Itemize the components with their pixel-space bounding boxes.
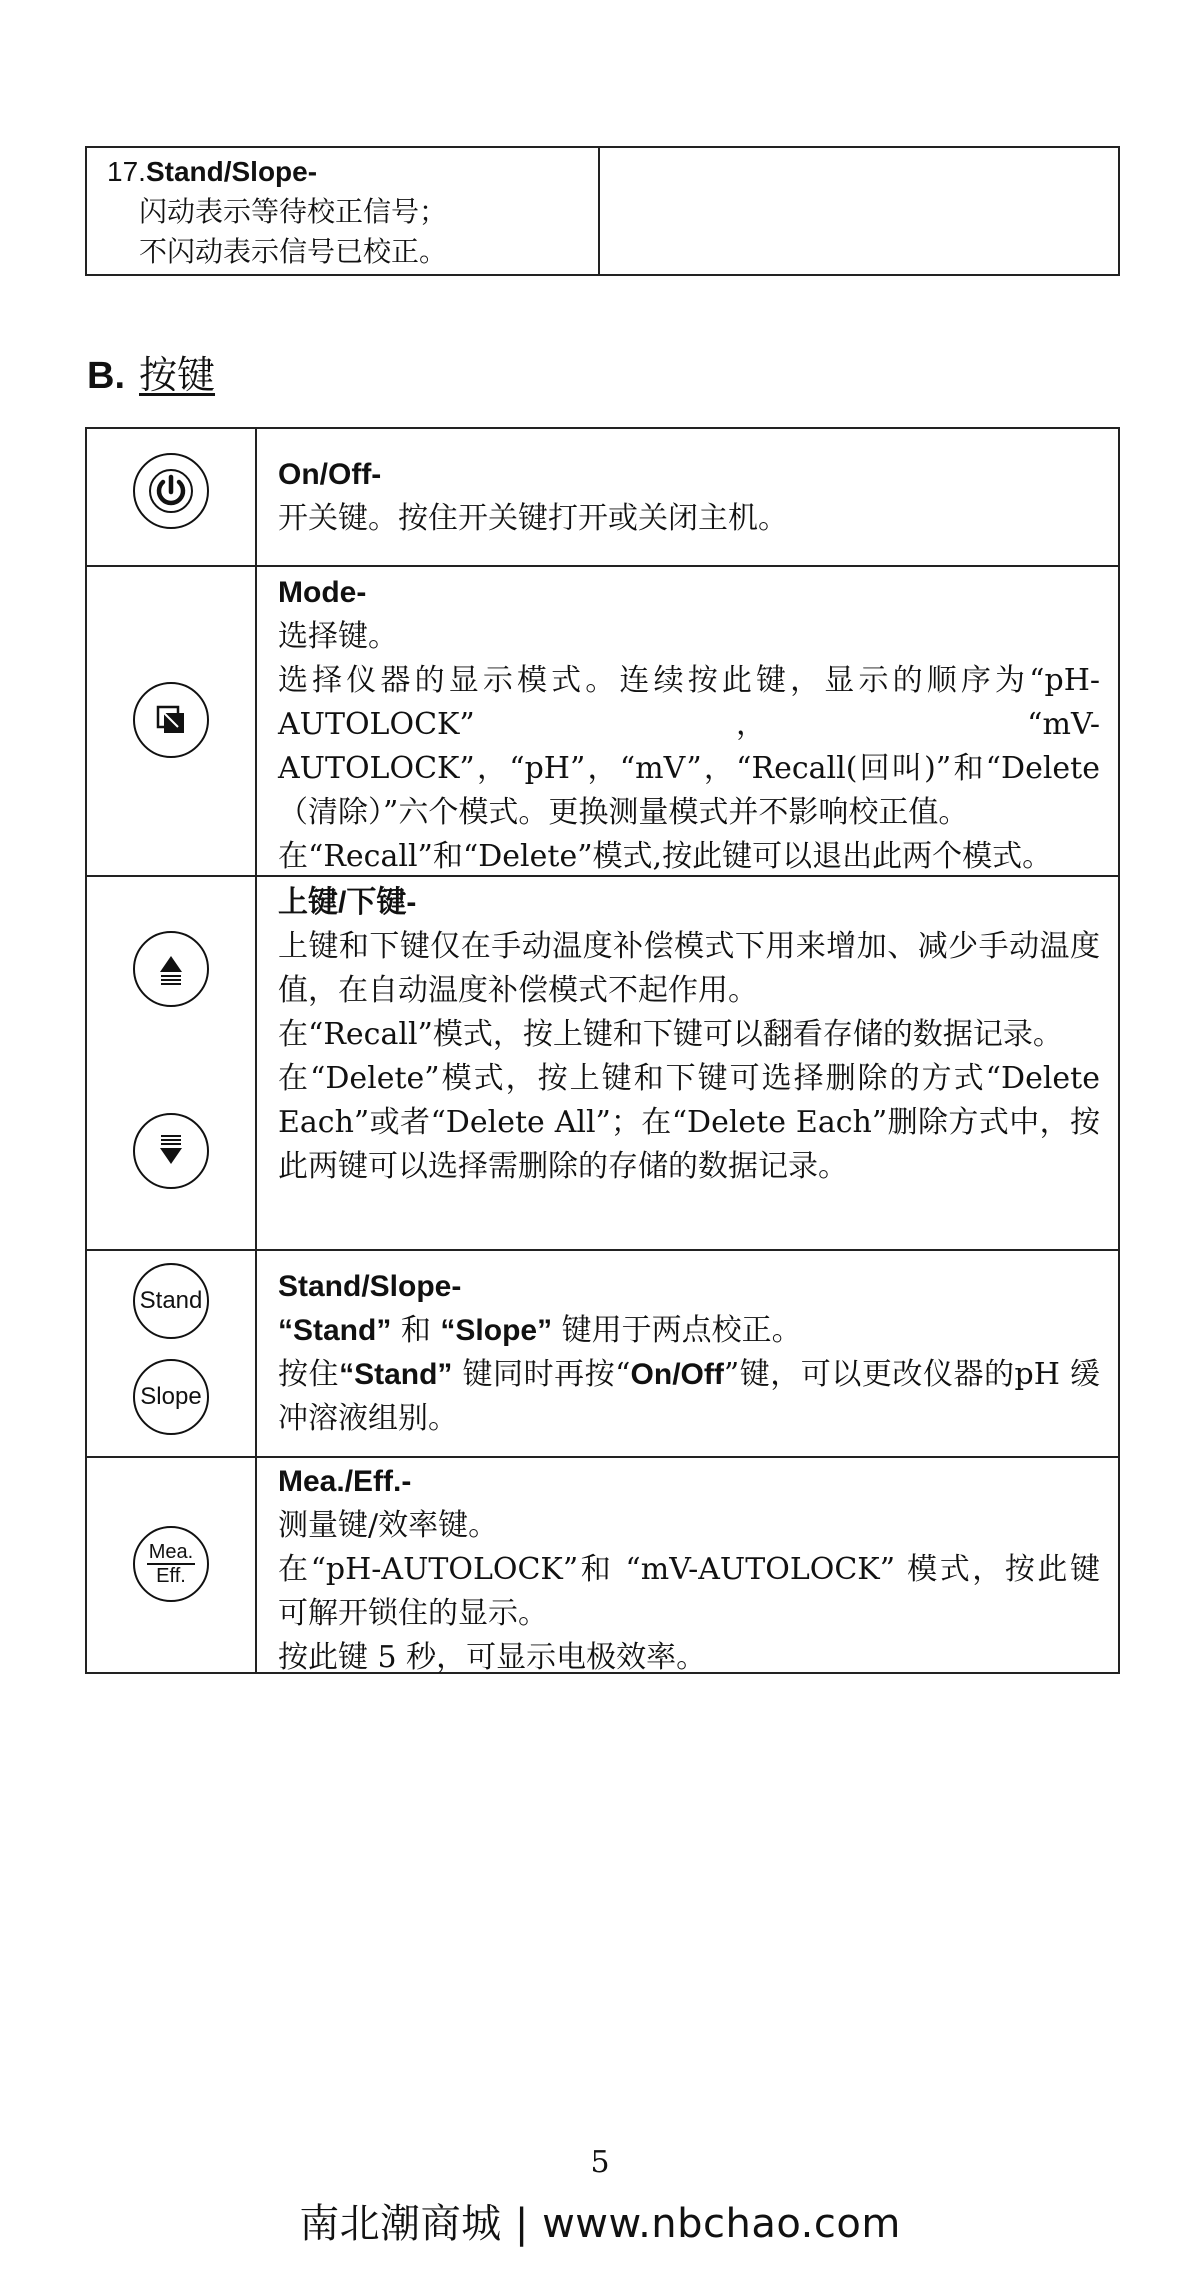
up-arrow-icon bbox=[133, 931, 209, 1007]
eff-label: Eff. bbox=[156, 1565, 186, 1587]
keys-table bbox=[85, 427, 1120, 1674]
mea-label: Mea. bbox=[148, 1541, 194, 1563]
watermark: 南北潮商城 | www.nbchao.com bbox=[299, 2201, 901, 2247]
paragraph-text: 键用于两点校正。 bbox=[552, 1313, 802, 1348]
item-number: 17. bbox=[107, 156, 146, 187]
key-title: Mode- bbox=[278, 576, 367, 609]
key-paragraph: 在“Delete”模式，按上键和下键可选择删除的方式“Delete Each”或者“Delete All”；在“Delete Each”删除方式中，按此两键可以选择需删除的存储的数据记录。 bbox=[278, 1061, 1100, 1184]
key-description bbox=[257, 877, 1118, 1249]
paragraph-text: 按住 bbox=[278, 1357, 340, 1392]
key-paragraph: 在“pH-AUTOLOCK”和 “mV-AUTOLOCK” 模式，按此键可解开锁住的显示。 bbox=[278, 1552, 1100, 1631]
stand-button-icon bbox=[133, 1263, 209, 1339]
key-paragraph: 在“Recall”和“Delete”模式,按此键可以退出此两个模式。 bbox=[278, 839, 1053, 874]
item-title: Stand/Slope- bbox=[145, 156, 318, 187]
key-description bbox=[257, 1251, 1118, 1456]
top-table-right-cell bbox=[600, 148, 1118, 274]
key-paragraph bbox=[278, 1309, 1100, 1353]
key-icons-cell bbox=[87, 567, 257, 875]
key-title: Stand/Slope- bbox=[278, 1270, 462, 1303]
key-description bbox=[257, 1458, 1118, 1675]
mea-eff-icon-label bbox=[147, 1541, 195, 1587]
key-paragraph: 在“Recall”模式，按上键和下键可以翻看存储的数据记录。 bbox=[278, 1017, 1063, 1052]
key-row-on-off bbox=[87, 429, 1118, 565]
slope-quote: “Slope” bbox=[440, 1314, 553, 1347]
paragraph-text: 键同时再按“ bbox=[452, 1357, 631, 1392]
stand-quote: “Stand” bbox=[339, 1358, 453, 1391]
key-icons-cell bbox=[87, 1251, 257, 1456]
section-letter: B. bbox=[87, 355, 125, 397]
key-title: Mea./Eff.- bbox=[278, 1465, 412, 1498]
key-icons-cell bbox=[87, 877, 257, 1249]
slope-button-icon bbox=[133, 1359, 209, 1435]
power-icon bbox=[133, 453, 209, 529]
paragraph-text: ”键，可以更改仪器的pH 缓冲溶液组别。 bbox=[278, 1357, 1100, 1436]
key-paragraph: 选择仪器的显示模式。连续按此键，显示的顺序为“pH-AUTOLOCK”，“mV-AUTOLOCK”，“pH”，“mV”，“Recall(回叫)”和“Delete（清除）”六个模式。更换测量模式并不影响校正值。 bbox=[278, 663, 1100, 830]
top-table bbox=[85, 146, 1120, 276]
key-description bbox=[257, 567, 1118, 875]
key-paragraph: 选择键。 bbox=[278, 619, 398, 654]
item-17-heading bbox=[107, 152, 598, 192]
key-title: On/Off- bbox=[278, 458, 382, 491]
stand-icon-label: Stand bbox=[139, 1287, 203, 1314]
section-title: 按键 bbox=[139, 353, 216, 397]
key-title: 上键/下键- bbox=[278, 886, 417, 919]
mode-icon bbox=[133, 682, 209, 758]
slope-icon-label: Slope bbox=[140, 1383, 202, 1410]
on-off-label: On/Off bbox=[630, 1358, 724, 1391]
key-description bbox=[257, 429, 1118, 565]
key-paragraph: 开关键。按住开关键打开或关闭主机。 bbox=[278, 501, 788, 536]
top-table-left-cell bbox=[87, 148, 600, 274]
section-heading bbox=[87, 350, 215, 401]
key-row-stand-slope bbox=[87, 1249, 1118, 1456]
key-paragraph: 上键和下键仅在手动温度补偿模式下用来增加、减少手动温度值，在自动温度补偿模式不起作用。 bbox=[278, 929, 1100, 1008]
mea-eff-button-icon bbox=[133, 1526, 209, 1602]
key-icons-cell bbox=[87, 429, 257, 565]
key-row-mea-eff bbox=[87, 1456, 1118, 1675]
page-number: 5 bbox=[590, 2145, 610, 2180]
key-paragraph bbox=[278, 1353, 1100, 1441]
key-row-mode bbox=[87, 565, 1118, 875]
key-paragraph: 按此键 5 秒，可显示电极效率。 bbox=[278, 1640, 707, 1675]
down-arrow-icon bbox=[133, 1113, 209, 1189]
item-17-line-1: 闪动表示等待校正信号； bbox=[139, 195, 448, 228]
key-row-up-down bbox=[87, 875, 1118, 1249]
key-paragraph: 测量键/效率键。 bbox=[278, 1508, 499, 1543]
connector-text: 和 bbox=[391, 1313, 441, 1348]
stand-quote: “Stand” bbox=[278, 1314, 392, 1347]
item-17-line-2: 不闪动表示信号已校正。 bbox=[139, 235, 448, 268]
key-icons-cell bbox=[87, 1458, 257, 1672]
